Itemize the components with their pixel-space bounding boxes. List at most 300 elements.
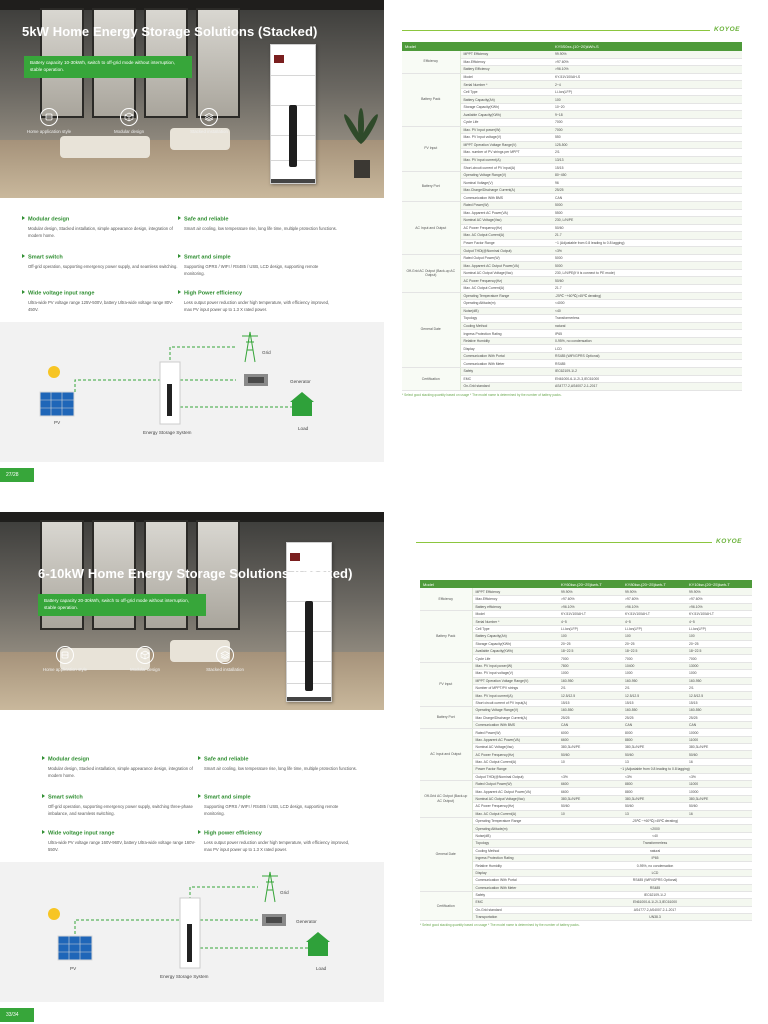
table-param-cell: Max. PV input current(A) — [460, 156, 552, 164]
table-group-label: General Date — [420, 818, 472, 892]
feature-item: High Power efficiency Less output power reduction under high temperature, with efficiency improved, max PV input power up to 1.3 X rated power. — [178, 290, 338, 313]
table-row — [402, 254, 742, 262]
table-value-cell: 7000 — [622, 655, 686, 662]
table-value-cell: 380,3L/N/PE — [558, 744, 622, 751]
table-value-cell: 50/60 — [558, 751, 622, 758]
feature-item: Wide voltage input range Ultra-wide PV voltage range 125V-500V, battery Ultra-wide voltage range 80V-450V. — [22, 290, 182, 313]
table-value-cell: 4~5 — [558, 618, 622, 625]
table-param-cell: MPPT Efficiency — [460, 51, 552, 59]
table-value-cell: 13000 — [686, 662, 752, 669]
table-group-label: Off-Grid AC Output (Back-up AC Output) — [420, 781, 472, 818]
table-group-label: PV Input — [420, 662, 472, 706]
table-value-cell: -25℃ ~+60℃(>45℃ derating) — [558, 818, 752, 825]
table-param-cell: EMC — [472, 899, 558, 906]
table-row — [420, 611, 752, 618]
table-value-cell: 5000 — [552, 201, 742, 209]
brochure-spread-6-10kw — [0, 512, 768, 1024]
table-param-cell: Nominal AC Output Voltage(Vac) — [472, 795, 558, 802]
table-param-cell: On-Grid standard — [472, 906, 558, 913]
table-value-cell: 0-95%, no condensation — [558, 862, 752, 869]
table-value-cell: 50/60 — [552, 224, 742, 232]
table-param-cell: Operating Voltage Range(V) — [472, 707, 558, 714]
table-value-cell: >96.10% — [686, 603, 752, 610]
table-value-cell: 25/25 — [552, 186, 742, 194]
table-group-label: Off-Grid AC Output (Back-up AC Output) — [402, 254, 460, 292]
table-value-cell: 0-95%, no condensation — [552, 337, 742, 345]
table-value-cell: 160-950 — [558, 677, 622, 684]
table-value-cell: 160-550 — [558, 707, 622, 714]
table-row — [402, 126, 742, 134]
table-value-cell: 8800 — [622, 788, 686, 795]
table-value-cell: RS485 — [552, 360, 742, 368]
table-value-cell: ~1 (Adjustable from 0.8 leading to 0.8 lagging) — [558, 766, 752, 773]
table-param-cell: Cell Type — [460, 88, 552, 96]
table-value-cell: 8800 — [622, 781, 686, 788]
capacity-banner: Battery capacity 20-30kWh, switch to off-grid mode without interruption, stable operation. — [38, 594, 206, 616]
table-param-cell: On-Grid standard — [460, 383, 552, 391]
table-value-cell: RS485 (WiFi/GPRS Optional) — [552, 352, 742, 360]
feature-icon-row — [38, 646, 252, 672]
spec-page — [396, 0, 768, 490]
table-row — [402, 51, 742, 59]
table-value-cell: 50/60 — [558, 803, 622, 810]
plant-decoration — [346, 108, 376, 178]
table-param-cell: Cycle Life — [472, 655, 558, 662]
table-param-cell: Display — [472, 869, 558, 876]
table-value-cell: 100 — [686, 633, 752, 640]
table-row — [420, 891, 752, 898]
table-value-cell: 50/60 — [686, 751, 752, 758]
grid-tower-icon — [262, 872, 278, 902]
table-row — [402, 73, 742, 81]
table-param-cell: Model — [460, 73, 552, 81]
table-param-cell: Noise(dB) — [460, 307, 552, 315]
table-value-cell: CAN — [622, 721, 686, 728]
table-param-cell: Ingress Protection Rating — [472, 854, 558, 861]
table-param-cell: Battery Efficiency — [460, 66, 552, 74]
feature-item: Safe and reliable Smart air cooling, low temperature rise, long life time, multiple protection functions. — [198, 756, 358, 773]
table-param-cell: Output THDi(@Nominal Output) — [472, 773, 558, 780]
table-param-cell: Max. AC Output Current(A) — [472, 758, 558, 765]
table-value-cell: Transformerless — [558, 840, 752, 847]
table-row — [420, 818, 752, 825]
table-value-cell: Li-Ion(LFP) — [686, 625, 752, 632]
storage-system-icon — [180, 898, 200, 968]
table-value-cell: 7000 — [686, 655, 752, 662]
table-param-cell: AC Power Frequency(Hz) — [460, 224, 552, 232]
table-value-cell: CAN — [686, 721, 752, 728]
table-param-cell: Max. Apparent AC Output Power(VA) — [460, 262, 552, 270]
table-group-label: Certification — [420, 891, 472, 921]
table-value-cell: 1000 — [558, 670, 622, 677]
table-param-cell: Topology — [460, 315, 552, 323]
table-value-cell: <3% — [558, 773, 622, 780]
table-value-cell: <2000 — [558, 825, 752, 832]
table-value-cell: KY-51V100AH-T — [622, 611, 686, 618]
table-value-cell: 100 — [622, 633, 686, 640]
brand-logo: KOYOE — [714, 26, 740, 33]
brochure-left-page — [0, 512, 384, 1018]
table-param-cell: Max Charge/Discharge Current(A) — [472, 714, 558, 721]
table-row — [402, 201, 742, 209]
table-param-cell: Power Factor Range — [472, 766, 558, 773]
table-value-cell: 6600 — [558, 781, 622, 788]
table-param-cell: Topology — [472, 840, 558, 847]
table-value-cell: IEC62109-1/-2 — [552, 368, 742, 376]
table-value-cell: 12.5/12.5 — [558, 692, 622, 699]
table-value-cell: IP65 — [558, 854, 752, 861]
table-row — [402, 292, 742, 300]
table-param-cell: Operating Temperature Range — [460, 292, 552, 300]
table-param-cell: AC Power Frequency(Hz) — [472, 803, 558, 810]
table-param-cell: Operating Altitude(m) — [460, 300, 552, 308]
table-value-cell: 230, L/N/PE — [552, 217, 742, 225]
table-value-cell: 2~4 — [552, 81, 742, 89]
table-row — [420, 662, 752, 669]
table-group-label: Certification — [402, 368, 460, 391]
table-value-cell: 230, L/N/PE(If it is connect to PE mode) — [552, 269, 742, 277]
table-value-cell: 10 — [558, 810, 622, 817]
table-value-cell: >97.60% — [552, 58, 742, 66]
table-header-cell: KY80kw-(20~25)kwh-T — [622, 580, 686, 588]
table-param-cell: MPPT Operation Voltage Range(V) — [472, 677, 558, 684]
table-value-cell: <4000 — [552, 300, 742, 308]
generator-icon — [262, 914, 286, 926]
table-param-cell: Communication With BMS — [472, 721, 558, 728]
table-param-cell: Number of MPPT/PV strings — [472, 684, 558, 691]
table-param-cell: Max. PV input power(W) — [472, 662, 558, 669]
table-value-cell: 160-950 — [622, 677, 686, 684]
table-param-cell: Max. number of PV strings per MPPT — [460, 149, 552, 157]
spec-table — [420, 580, 752, 921]
table-param-cell: Operating Altitude(m) — [472, 825, 558, 832]
table-param-cell: Operating Voltage Range(V) — [460, 171, 552, 179]
table-value-cell: 96 — [552, 179, 742, 187]
solar-panel-icon — [40, 366, 74, 416]
table-value-cell: 100 — [552, 96, 742, 104]
page-number: 33/34 — [0, 1008, 34, 1022]
table-value-cell: 10~20 — [552, 103, 742, 111]
table-value-cell: 10000 — [686, 729, 752, 736]
brand-logo: KOYOE — [716, 538, 742, 545]
table-value-cell: 21.7 — [552, 285, 742, 293]
table-value-cell: 550 — [552, 134, 742, 142]
table-value-cell: Li-Ion(LFP) — [552, 88, 742, 96]
table-param-cell: Max.Efficiency — [472, 596, 558, 603]
table-param-cell: Max. Apparent AC Power(VA) — [472, 736, 558, 743]
table-header-cell: KY10kw-(20~25)kwh-T — [686, 580, 752, 588]
feature-item: High power efficiency Less output power reduction under high temperature, with efficiency improved, max PV input power up to 1.3 X rated power. — [198, 830, 358, 853]
table-param-cell: AC Power Frequency(Hz) — [460, 277, 552, 285]
table-param-cell: Max. PV Input voltage(V) — [460, 134, 552, 142]
page-title: 5kW Home Energy Storage Solutions (Stacked) — [22, 24, 318, 39]
table-param-cell: Rated Output Power(W) — [472, 781, 558, 788]
cube-icon — [124, 112, 134, 122]
feature-item: Modular design Modular design, Stacked installation, simple appearance design, integration of modern home. — [22, 216, 182, 239]
table-group-label: AC Input and Output — [420, 729, 472, 781]
table-value-cell: 80~450 — [552, 171, 742, 179]
icon-label: Stacked installation — [190, 129, 228, 134]
table-value-cell: 5000 — [552, 254, 742, 262]
table-row — [420, 707, 752, 714]
table-param-cell: Operating Temperature Range — [472, 818, 558, 825]
table-param-cell: Battery Capacity(Ah) — [460, 96, 552, 104]
table-header-cell: KY5S0xx-(10~20)kWh-S — [552, 42, 742, 51]
table-param-cell: Nominal Voltage(V) — [460, 179, 552, 187]
table-value-cell: >96.10% — [622, 603, 686, 610]
table-param-cell: Cycle Life — [460, 118, 552, 126]
table-value-cell: <3% — [552, 247, 742, 255]
table-value-cell: 380,3L/N/PE — [558, 795, 622, 802]
table-value-cell: IP65 — [552, 330, 742, 338]
table-row — [402, 171, 742, 179]
table-value-cell: KY-51V100AH-S — [552, 73, 742, 81]
table-value-cell: Li-Ion(LFP) — [622, 625, 686, 632]
table-value-cell: 15/15 — [552, 164, 742, 172]
table-value-cell: 380,3L/N/PE — [686, 744, 752, 751]
spec-page — [396, 512, 768, 1002]
table-value-cell: 2/1 — [686, 684, 752, 691]
table-param-cell: Rated Power(W) — [460, 201, 552, 209]
table-value-cell: KY-51V100AH-T — [558, 611, 622, 618]
table-value-cell: 12.5/12.5 — [686, 692, 752, 699]
table-value-cell: 6600 — [558, 788, 622, 795]
table-value-cell: 7000 — [552, 126, 742, 134]
icon-label: Modular design — [113, 129, 145, 134]
table-value-cell: EN61000-6-1/-2/-3,IEC61000 — [552, 375, 742, 383]
table-value-cell: >96.10% — [552, 66, 742, 74]
table-param-cell: Serial Number * — [460, 81, 552, 89]
table-value-cell: Li-Ion(LFP) — [558, 625, 622, 632]
table-param-cell: Noise(dB) — [472, 832, 558, 839]
table-group-label: AC Input and Output — [402, 201, 460, 254]
table-param-cell: Safety — [460, 368, 552, 376]
table-value-cell: 99.90% — [558, 588, 622, 595]
icon-label: Stacked installation — [206, 667, 244, 672]
table-value-cell: <40 — [552, 307, 742, 315]
table-param-cell: Max. AC Output Current(A) — [460, 285, 552, 293]
table-value-cell: CAN — [552, 194, 742, 202]
table-param-cell: Ingress Protection Rating — [460, 330, 552, 338]
table-header-row — [402, 42, 742, 51]
feature-item: Smart and simple Supporting GPRS / WIFI / RS485 / USB, LCD design, supporting remote monitoring. — [198, 794, 358, 817]
table-param-cell: Output THDi(@Nominal Output) — [460, 247, 552, 255]
table-value-cell: 380,3L/N/PE — [686, 795, 752, 802]
hero-image — [0, 512, 384, 710]
table-param-cell: Cooling Method — [460, 322, 552, 330]
table-param-cell: MPPT Operation Voltage Range(V) — [460, 141, 552, 149]
table-value-cell: 25/25 — [622, 714, 686, 721]
table-value-cell: Transformerless — [552, 315, 742, 323]
table-footnote: * Select good stacking quantity based on usage * The model name is determined by the number of battery packs. — [420, 923, 580, 927]
icon-label: Modular design — [129, 667, 161, 672]
table-value-cell: 50/60 — [552, 277, 742, 285]
house-icon — [60, 650, 70, 660]
table-value-cell: 18~22.5 — [686, 648, 752, 655]
table-param-cell: Max. PV input voltage(V) — [472, 670, 558, 677]
table-value-cell: 1000 — [622, 670, 686, 677]
feature-item: Smart and simple Supporting GPRS / WIFI / RS485 / USB, LCD design, supporting remote monitoring. — [178, 254, 338, 277]
table-param-cell: Max.Charge/Discharge Current(A) — [460, 186, 552, 194]
table-value-cell: 13 — [622, 810, 686, 817]
table-value-cell: LCD — [558, 869, 752, 876]
table-param-cell: Cooling Method — [472, 847, 558, 854]
table-param-cell: Storage Capacity(KWh) — [472, 640, 558, 647]
table-param-cell: EMC — [460, 375, 552, 383]
table-param-cell: Relative Humidity — [460, 337, 552, 345]
layers-icon — [204, 112, 214, 122]
table-group-label: Efficiency — [420, 588, 472, 610]
table-param-cell: Short-circuit current of PV input(A) — [460, 164, 552, 172]
table-param-cell: Battery Capacity(Ah) — [472, 633, 558, 640]
storage-tower-image — [270, 44, 316, 184]
feature-item: Wide voltage input range Ultra-wide PV voltage range 160V-960V, battery Ultra-wide voltage range 160V-550V. — [42, 830, 202, 853]
layers-icon — [220, 650, 230, 660]
table-value-cell: 15/15 — [558, 699, 622, 706]
table-value-cell: 7800 — [558, 662, 622, 669]
table-value-cell: >97.60% — [686, 596, 752, 603]
table-param-cell: Max. Apparent AC Output Power(VA) — [472, 788, 558, 795]
table-param-cell: MPPT Efficiency — [472, 588, 558, 595]
table-value-cell: IEC62109-1/-2 — [558, 891, 752, 898]
table-value-cell: 20~25 — [622, 640, 686, 647]
table-value-cell: 13 — [622, 758, 686, 765]
table-value-cell: 15/15 — [622, 699, 686, 706]
table-value-cell: <3% — [622, 773, 686, 780]
table-param-cell: Communication With Meter — [472, 884, 558, 891]
table-value-cell: AS4777.2,AS4007.2-1-2017 — [558, 906, 752, 913]
hero-image — [0, 0, 384, 198]
table-param-cell: Available Capacity(KWh) — [472, 648, 558, 655]
table-value-cell: 8000 — [622, 729, 686, 736]
house-icon — [44, 112, 54, 122]
generator-icon — [244, 374, 268, 386]
grid-tower-icon — [242, 332, 258, 362]
table-group-label: Battery Port — [420, 707, 472, 729]
table-param-cell: Cell Type — [472, 625, 558, 632]
table-param-cell: Max. PV Input power(W) — [460, 126, 552, 134]
table-value-cell: 125-500 — [552, 141, 742, 149]
table-param-cell: Available Capacity(KWh) — [460, 111, 552, 119]
table-value-cell: 160-950 — [686, 677, 752, 684]
capacity-banner: Battery capacity 10-30kWh, switch to off-grid mode without interruption, stable operation. — [24, 56, 192, 78]
table-value-cell: 9~18 — [552, 111, 742, 119]
table-group-label: Battery Pack — [420, 611, 472, 663]
cube-icon — [140, 650, 150, 660]
table-param-cell: Relative Humidity — [472, 862, 558, 869]
table-group-label: Battery Pack — [402, 73, 460, 126]
table-value-cell: >97.60% — [558, 596, 622, 603]
table-value-cell: 4~5 — [686, 618, 752, 625]
table-param-cell: Battery efficiency — [472, 603, 558, 610]
table-value-cell: 99.90% — [622, 588, 686, 595]
table-param-cell: Communication With Portal — [472, 877, 558, 884]
feature-item: Safe and reliable Smart air cooling, low temperature rise, long life time, multiple protection functions. — [178, 216, 338, 233]
table-value-cell: 15/15 — [686, 699, 752, 706]
page-number: 27/28 — [0, 468, 34, 482]
table-value-cell: 8800 — [622, 736, 686, 743]
table-value-cell: 20~25 — [686, 640, 752, 647]
table-value-cell: 7000 — [558, 655, 622, 662]
table-value-cell: 18~22.5 — [622, 648, 686, 655]
table-header-cell: Model — [402, 42, 552, 51]
table-value-cell: 11000 — [686, 736, 752, 743]
table-group-label: Battery Port — [402, 171, 460, 201]
table-header-cell: Model — [420, 580, 558, 588]
table-param-cell: Nominal AC Voltage(Vac) — [472, 744, 558, 751]
table-param-cell: Serial Number * — [472, 618, 558, 625]
feature-icon-row — [22, 108, 236, 134]
table-param-cell: Max. AC Output Current(A) — [472, 810, 558, 817]
table-value-cell: EN61000-6-1/-2/-3,IEC61000 — [558, 899, 752, 906]
table-value-cell: 7000 — [552, 118, 742, 126]
solar-panel-icon — [48, 908, 92, 960]
table-value-cell: 6600 — [558, 736, 622, 743]
table-value-cell: 100 — [558, 633, 622, 640]
table-param-cell: Max. Apparent AC Power(VA) — [460, 209, 552, 217]
table-param-cell: Display — [460, 345, 552, 353]
table-value-cell: <3% — [686, 773, 752, 780]
page-title: 6-10kW Home Energy Storage Solutions (Stacked) — [38, 566, 353, 581]
table-value-cell: RS485 — [558, 884, 752, 891]
table-value-cell: 13/13 — [552, 156, 742, 164]
table-param-cell: Communication With Meter — [460, 360, 552, 368]
table-group-label: PV Input — [402, 126, 460, 171]
table-param-cell: Storage Capacity(KWh) — [460, 103, 552, 111]
table-value-cell: 1000 — [686, 670, 752, 677]
table-value-cell: 16 — [686, 758, 752, 765]
table-value-cell: 160-550 — [686, 707, 752, 714]
table-value-cell: 6000 — [558, 729, 622, 736]
feature-item: Smart switch Off-grid operation, supporting emergency power supply, and seamless switching. — [22, 254, 182, 271]
table-value-cell: 99.90% — [686, 588, 752, 595]
table-row — [402, 368, 742, 376]
table-group-label: Efficiency — [402, 51, 460, 74]
table-value-cell: 10 — [558, 758, 622, 765]
table-param-cell: Max. AC Output Current(A) — [460, 232, 552, 240]
brochure-left-page — [0, 0, 384, 490]
table-value-cell: 50/60 — [622, 803, 686, 810]
table-value-cell: RS485 (WiFi/GPRS Optional) — [558, 877, 752, 884]
table-param-cell: Communication With Portal — [460, 352, 552, 360]
storage-system-icon — [160, 362, 180, 424]
table-value-cell: 50/60 — [622, 751, 686, 758]
system-diagram: Grid Generator PV Energy Storage System Load — [0, 862, 384, 1002]
table-value-cell: 20~25 — [558, 640, 622, 647]
table-param-cell: Nominal AC Voltage(Vac) — [460, 217, 552, 225]
house-load-icon — [290, 392, 314, 416]
table-value-cell: <40 — [558, 832, 752, 839]
table-value-cell: 5500 — [552, 209, 742, 217]
table-value-cell: 2/1 — [622, 684, 686, 691]
table-value-cell: 10400 — [622, 662, 686, 669]
table-value-cell: 12.5/12.5 — [622, 692, 686, 699]
table-value-cell: AS4777.2,AS4007.2-1-2017 — [552, 383, 742, 391]
table-param-cell: Rated Power(W) — [472, 729, 558, 736]
table-value-cell: 5000 — [552, 262, 742, 270]
table-param-cell: Model — [472, 611, 558, 618]
table-param-cell: Short circuit current of PV input(A) — [472, 699, 558, 706]
table-param-cell: AC Power Frequency(Hz) — [472, 751, 558, 758]
table-param-cell: Communication With BMS — [460, 194, 552, 202]
table-value-cell: LCD — [552, 345, 742, 353]
table-value-cell: ~1 (Adjustable from 0.8 leading to 0.8 lagging) — [552, 239, 742, 247]
table-value-cell: >97.60% — [622, 596, 686, 603]
table-value-cell: 160-550 — [622, 707, 686, 714]
table-group-label: General Date — [402, 292, 460, 367]
table-param-cell: Nominal AC Output Voltage(Vac) — [460, 269, 552, 277]
table-value-cell: 4~5 — [622, 618, 686, 625]
